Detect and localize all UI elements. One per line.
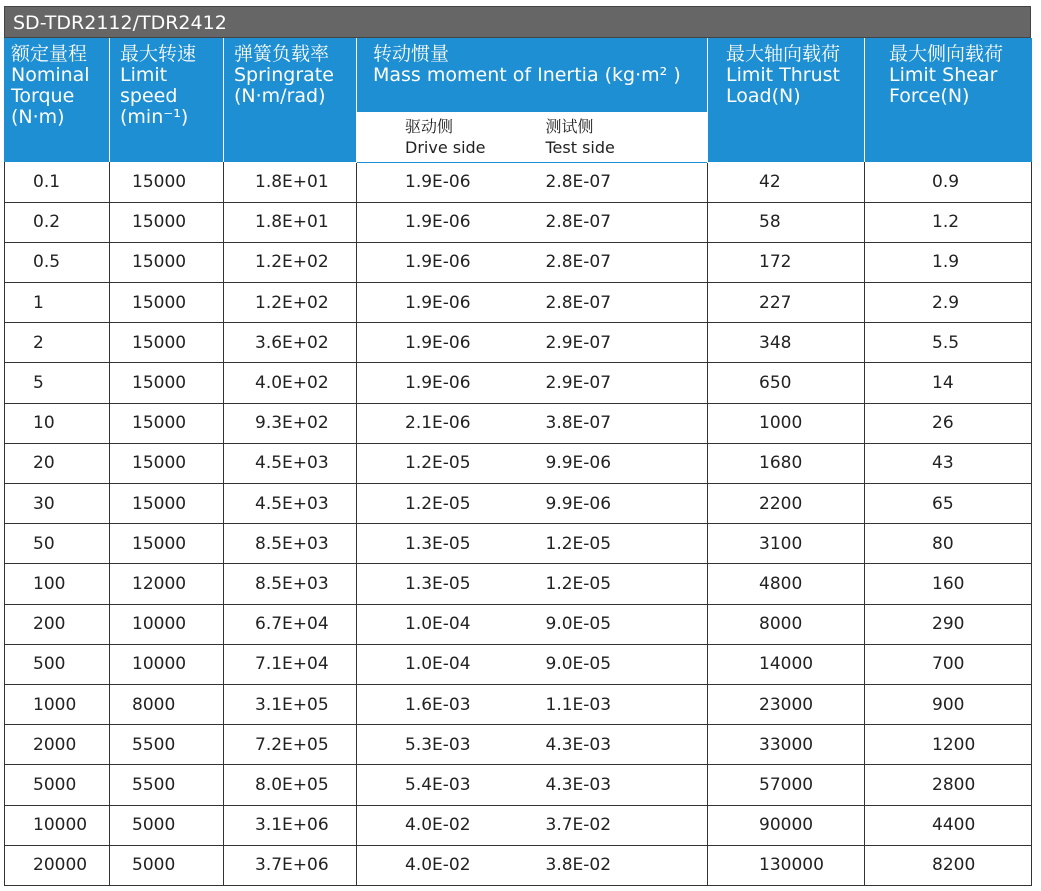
cell-inertia-drive: 2.1E-06 bbox=[357, 403, 531, 443]
cell-limit-thrust: 8000 bbox=[708, 604, 865, 644]
table-row bbox=[5, 604, 1032, 644]
cell-inertia-test: 3.8E-07 bbox=[531, 403, 708, 443]
table-row bbox=[5, 403, 1032, 443]
cell-limit-thrust: 1680 bbox=[708, 443, 865, 483]
cell-limit-thrust: 3100 bbox=[708, 524, 865, 564]
cell-nominal-torque: 200 bbox=[5, 604, 110, 644]
header-springrate bbox=[224, 38, 357, 162]
cell-inertia-test: 3.8E-02 bbox=[531, 845, 708, 885]
header-label: Drive side bbox=[405, 137, 486, 157]
spec-sheet bbox=[4, 6, 1031, 886]
cell-inertia-test: 9.9E-06 bbox=[531, 484, 708, 524]
cell-inertia-drive: 1.9E-06 bbox=[357, 323, 531, 363]
table-row bbox=[5, 283, 1032, 323]
header-label: Limit Thrust bbox=[726, 64, 840, 86]
cell-limit-thrust: 227 bbox=[708, 283, 865, 323]
header-label: (min⁻¹) bbox=[120, 106, 189, 128]
cell-inertia-drive: 4.0E-02 bbox=[357, 805, 531, 845]
cell-limit-speed: 5000 bbox=[110, 845, 224, 885]
cell-nominal-torque: 0.2 bbox=[5, 202, 110, 242]
cell-nominal-torque: 20 bbox=[5, 443, 110, 483]
cell-limit-thrust: 2200 bbox=[708, 484, 865, 524]
cell-limit-thrust: 23000 bbox=[708, 684, 865, 724]
cell-limit-speed: 15000 bbox=[110, 403, 224, 443]
cell-inertia-drive: 4.0E-02 bbox=[357, 845, 531, 885]
cell-inertia-test: 2.8E-07 bbox=[531, 202, 708, 242]
header-test-side bbox=[531, 112, 708, 162]
table-row bbox=[5, 323, 1032, 363]
table-row bbox=[5, 202, 1032, 242]
cell-limit-speed: 15000 bbox=[110, 524, 224, 564]
cell-inertia-drive: 5.3E-03 bbox=[357, 725, 531, 765]
cell-nominal-torque: 5000 bbox=[5, 765, 110, 805]
header-label: Load(N) bbox=[726, 85, 801, 107]
cell-inertia-drive: 1.9E-06 bbox=[357, 162, 531, 202]
cell-inertia-test: 4.3E-03 bbox=[531, 765, 708, 805]
cell-limit-speed: 15000 bbox=[110, 363, 224, 403]
cell-inertia-drive: 5.4E-03 bbox=[357, 765, 531, 805]
cell-inertia-drive: 1.9E-06 bbox=[357, 242, 531, 282]
cell-nominal-torque: 20000 bbox=[5, 845, 110, 885]
cell-inertia-drive: 1.9E-06 bbox=[357, 202, 531, 242]
cell-limit-shear: 1.2 bbox=[865, 202, 1032, 242]
table-row bbox=[5, 765, 1032, 805]
cell-inertia-test: 2.8E-07 bbox=[531, 162, 708, 202]
table-row bbox=[5, 805, 1032, 845]
header-label: (N·m/rad) bbox=[234, 85, 326, 107]
cell-springrate: 1.2E+02 bbox=[224, 242, 357, 282]
table-row bbox=[5, 725, 1032, 765]
cell-limit-thrust: 1000 bbox=[708, 403, 865, 443]
table-row bbox=[5, 363, 1032, 403]
header-label: Torque bbox=[11, 85, 75, 107]
cell-inertia-drive: 1.6E-03 bbox=[357, 684, 531, 724]
cell-springrate: 6.7E+04 bbox=[224, 604, 357, 644]
cell-inertia-drive: 1.0E-04 bbox=[357, 604, 531, 644]
cell-limit-speed: 15000 bbox=[110, 162, 224, 202]
table-row bbox=[5, 845, 1032, 885]
cell-springrate: 1.2E+02 bbox=[224, 283, 357, 323]
header-limit-thrust bbox=[708, 38, 865, 162]
table-row bbox=[5, 162, 1032, 202]
cell-limit-speed: 12000 bbox=[110, 564, 224, 604]
cell-inertia-test: 9.0E-05 bbox=[531, 604, 708, 644]
cell-limit-thrust: 90000 bbox=[708, 805, 865, 845]
cell-springrate: 8.0E+05 bbox=[224, 765, 357, 805]
cell-inertia-drive: 1.0E-04 bbox=[357, 644, 531, 684]
cell-springrate: 1.8E+01 bbox=[224, 202, 357, 242]
header-drive-side bbox=[357, 112, 531, 162]
cell-limit-shear: 2.9 bbox=[865, 283, 1032, 323]
cell-inertia-drive: 1.2E-05 bbox=[357, 484, 531, 524]
cell-limit-shear: 290 bbox=[865, 604, 1032, 644]
cell-springrate: 4.5E+03 bbox=[224, 484, 357, 524]
cell-nominal-torque: 100 bbox=[5, 564, 110, 604]
cell-nominal-torque: 5 bbox=[5, 363, 110, 403]
cell-limit-thrust: 42 bbox=[708, 162, 865, 202]
cell-limit-speed: 15000 bbox=[110, 484, 224, 524]
cell-limit-speed: 15000 bbox=[110, 323, 224, 363]
table-header bbox=[5, 38, 1032, 162]
cell-inertia-test: 2.9E-07 bbox=[531, 363, 708, 403]
cell-limit-thrust: 14000 bbox=[708, 644, 865, 684]
table-row bbox=[5, 443, 1032, 483]
cell-inertia-test: 2.8E-07 bbox=[531, 283, 708, 323]
cell-limit-speed: 5500 bbox=[110, 765, 224, 805]
table-title: SD-TDR2112/TDR2412 bbox=[4, 6, 1031, 38]
cell-limit-shear: 160 bbox=[865, 564, 1032, 604]
header-nominal-torque bbox=[5, 38, 110, 162]
cell-nominal-torque: 500 bbox=[5, 644, 110, 684]
cell-limit-shear: 0.9 bbox=[865, 162, 1032, 202]
header-label: 弹簧负载率 bbox=[234, 43, 330, 65]
cell-limit-shear: 65 bbox=[865, 484, 1032, 524]
cell-limit-shear: 26 bbox=[865, 403, 1032, 443]
header-label: Limit Shear bbox=[889, 64, 998, 86]
cell-limit-shear: 5.5 bbox=[865, 323, 1032, 363]
header-label: Springrate bbox=[234, 64, 334, 86]
cell-limit-thrust: 650 bbox=[708, 363, 865, 403]
cell-nominal-torque: 2000 bbox=[5, 725, 110, 765]
header-label: Nominal bbox=[11, 64, 90, 86]
cell-inertia-test: 9.0E-05 bbox=[531, 644, 708, 684]
cell-limit-speed: 5000 bbox=[110, 805, 224, 845]
header-label: 测试侧 bbox=[545, 116, 594, 136]
header-label: 驱动侧 bbox=[405, 116, 454, 136]
table-body bbox=[5, 162, 1032, 885]
cell-limit-thrust: 348 bbox=[708, 323, 865, 363]
cell-inertia-test: 4.3E-03 bbox=[531, 725, 708, 765]
cell-limit-speed: 15000 bbox=[110, 443, 224, 483]
cell-inertia-test: 1.2E-05 bbox=[531, 564, 708, 604]
cell-inertia-test: 1.2E-05 bbox=[531, 524, 708, 564]
cell-springrate: 1.8E+01 bbox=[224, 162, 357, 202]
cell-limit-thrust: 4800 bbox=[708, 564, 865, 604]
cell-inertia-test: 9.9E-06 bbox=[531, 443, 708, 483]
cell-springrate: 8.5E+03 bbox=[224, 564, 357, 604]
cell-springrate: 4.0E+02 bbox=[224, 363, 357, 403]
cell-limit-shear: 900 bbox=[865, 684, 1032, 724]
cell-springrate: 7.1E+04 bbox=[224, 644, 357, 684]
table-row bbox=[5, 524, 1032, 564]
table-row bbox=[5, 684, 1032, 724]
cell-inertia-drive: 1.9E-06 bbox=[357, 363, 531, 403]
cell-springrate: 9.3E+02 bbox=[224, 403, 357, 443]
cell-nominal-torque: 2 bbox=[5, 323, 110, 363]
header-label: 最大侧向载荷 bbox=[889, 43, 1004, 65]
cell-springrate: 4.5E+03 bbox=[224, 443, 357, 483]
header-label: 转动惯量 bbox=[373, 43, 450, 65]
header-label: speed bbox=[120, 85, 178, 107]
cell-nominal-torque: 30 bbox=[5, 484, 110, 524]
cell-springrate: 3.7E+06 bbox=[224, 845, 357, 885]
header-limit-speed bbox=[110, 38, 224, 162]
cell-springrate: 8.5E+03 bbox=[224, 524, 357, 564]
header-label: Test side bbox=[545, 137, 615, 157]
cell-limit-thrust: 33000 bbox=[708, 725, 865, 765]
header-label: Force(N) bbox=[889, 85, 970, 107]
cell-inertia-drive: 1.2E-05 bbox=[357, 443, 531, 483]
cell-inertia-drive: 1.3E-05 bbox=[357, 524, 531, 564]
cell-limit-speed: 15000 bbox=[110, 242, 224, 282]
header-inertia bbox=[357, 38, 708, 112]
cell-nominal-torque: 0.5 bbox=[5, 242, 110, 282]
header-label: Limit bbox=[120, 64, 168, 86]
cell-limit-shear: 1.9 bbox=[865, 242, 1032, 282]
cell-nominal-torque: 10000 bbox=[5, 805, 110, 845]
cell-limit-shear: 80 bbox=[865, 524, 1032, 564]
cell-springrate: 7.2E+05 bbox=[224, 725, 357, 765]
cell-inertia-test: 2.9E-07 bbox=[531, 323, 708, 363]
cell-limit-speed: 5500 bbox=[110, 725, 224, 765]
header-label: (N·m) bbox=[11, 106, 65, 128]
header-label: Mass moment of Inertia (kg·m² ) bbox=[373, 64, 681, 86]
cell-limit-speed: 15000 bbox=[110, 283, 224, 323]
cell-limit-speed: 10000 bbox=[110, 644, 224, 684]
cell-nominal-torque: 10 bbox=[5, 403, 110, 443]
cell-limit-speed: 15000 bbox=[110, 202, 224, 242]
spec-table bbox=[4, 38, 1032, 886]
cell-nominal-torque: 50 bbox=[5, 524, 110, 564]
cell-inertia-test: 2.8E-07 bbox=[531, 242, 708, 282]
cell-springrate: 3.1E+06 bbox=[224, 805, 357, 845]
cell-inertia-test: 3.7E-02 bbox=[531, 805, 708, 845]
cell-limit-thrust: 57000 bbox=[708, 765, 865, 805]
cell-limit-speed: 8000 bbox=[110, 684, 224, 724]
cell-nominal-torque: 0.1 bbox=[5, 162, 110, 202]
header-label: 最大轴向载荷 bbox=[726, 43, 841, 65]
cell-limit-thrust: 172 bbox=[708, 242, 865, 282]
table-row bbox=[5, 644, 1032, 684]
cell-nominal-torque: 1 bbox=[5, 283, 110, 323]
cell-limit-speed: 10000 bbox=[110, 604, 224, 644]
cell-limit-shear: 43 bbox=[865, 443, 1032, 483]
cell-inertia-drive: 1.9E-06 bbox=[357, 283, 531, 323]
cell-limit-thrust: 58 bbox=[708, 202, 865, 242]
table-row bbox=[5, 564, 1032, 604]
header-label: 最大转速 bbox=[120, 43, 197, 65]
cell-limit-thrust: 130000 bbox=[708, 845, 865, 885]
table-row bbox=[5, 484, 1032, 524]
header-label: 额定量程 bbox=[11, 43, 88, 65]
cell-inertia-drive: 1.3E-05 bbox=[357, 564, 531, 604]
cell-limit-shear: 14 bbox=[865, 363, 1032, 403]
table-row bbox=[5, 242, 1032, 282]
cell-limit-shear: 2800 bbox=[865, 765, 1032, 805]
cell-limit-shear: 8200 bbox=[865, 845, 1032, 885]
cell-limit-shear: 4400 bbox=[865, 805, 1032, 845]
cell-springrate: 3.1E+05 bbox=[224, 684, 357, 724]
cell-limit-shear: 1200 bbox=[865, 725, 1032, 765]
cell-limit-shear: 700 bbox=[865, 644, 1032, 684]
header-limit-shear bbox=[865, 38, 1032, 162]
cell-nominal-torque: 1000 bbox=[5, 684, 110, 724]
cell-springrate: 3.6E+02 bbox=[224, 323, 357, 363]
cell-inertia-test: 1.1E-03 bbox=[531, 684, 708, 724]
